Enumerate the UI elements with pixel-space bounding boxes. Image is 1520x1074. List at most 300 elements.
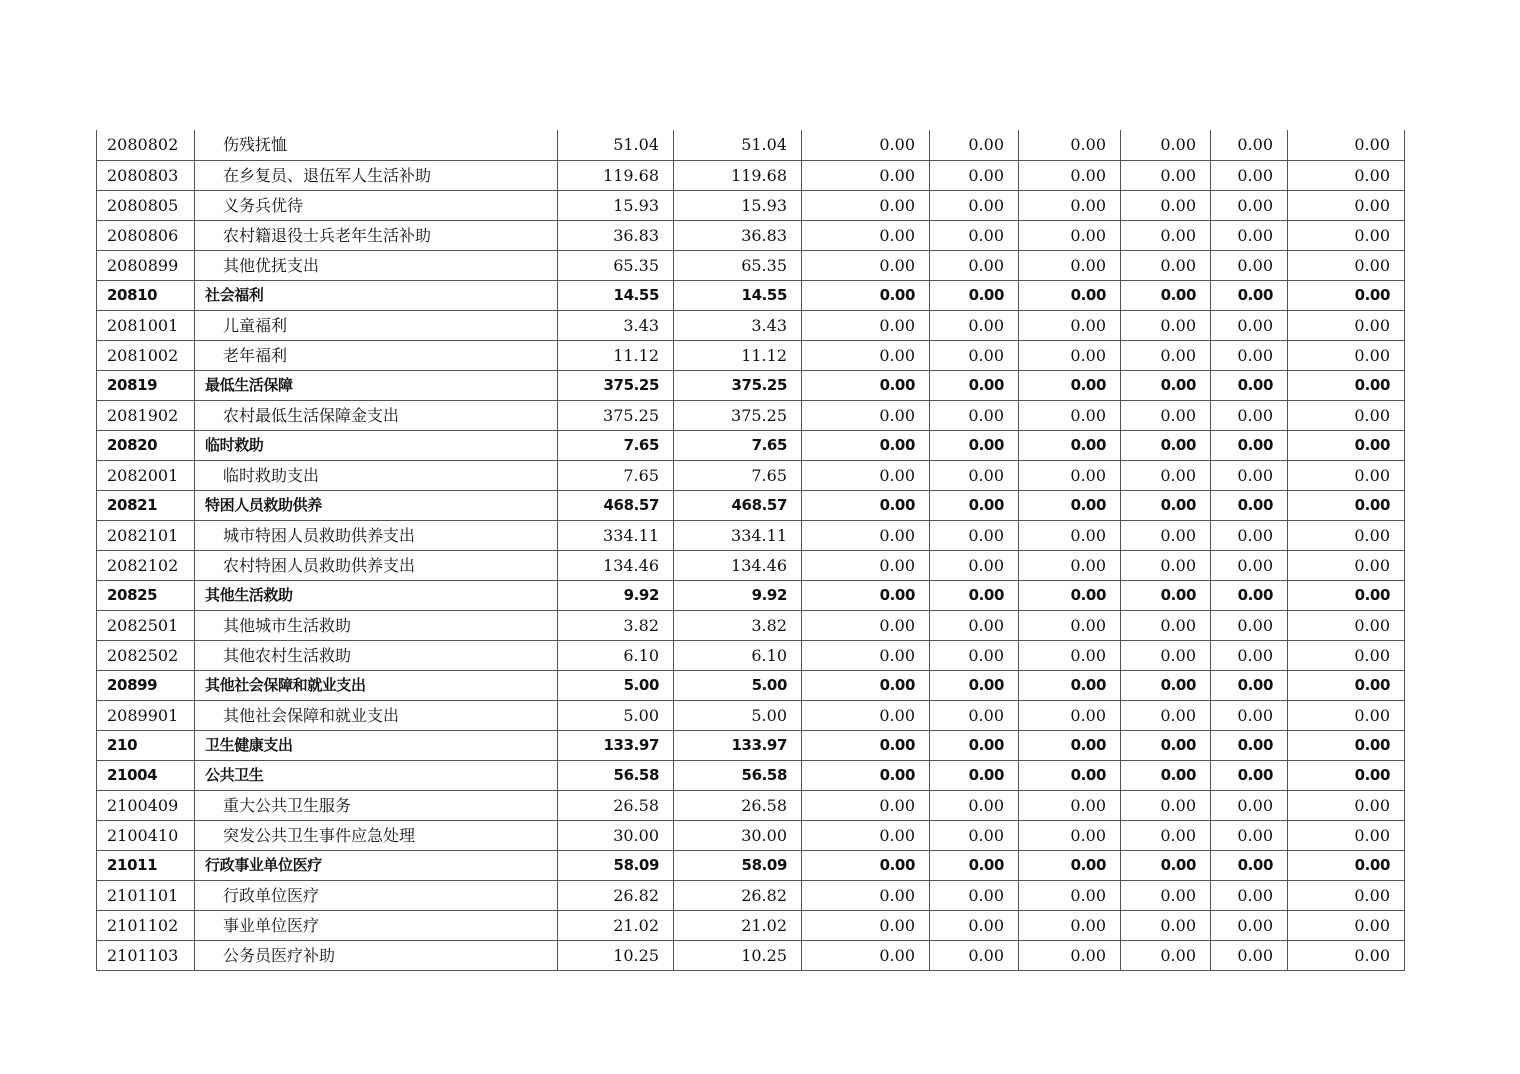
amount-cell: 0.00 — [802, 161, 930, 191]
subject-name-text: 卫生健康支出 — [205, 736, 293, 754]
amount-cell: 0.00 — [930, 191, 1019, 221]
amount-cell: 0.00 — [1211, 671, 1288, 701]
amount-cell: 0.00 — [1288, 491, 1405, 521]
amount-cell: 0.00 — [1019, 581, 1121, 611]
amount-cell: 0.00 — [802, 881, 930, 911]
amount-cell: 0.00 — [930, 611, 1019, 641]
amount-cell: 0.00 — [930, 671, 1019, 701]
amount-cell: 0.00 — [1211, 191, 1288, 221]
amount-cell: 0.00 — [802, 341, 930, 371]
amount-cell: 0.00 — [802, 551, 930, 581]
amount-cell: 0.00 — [930, 281, 1019, 311]
amount-cell: 0.00 — [1288, 311, 1405, 341]
amount-cell: 0.00 — [802, 701, 930, 731]
amount-cell: 0.00 — [802, 281, 930, 311]
amount-cell: 0.00 — [1019, 641, 1121, 671]
amount-cell: 134.46 — [674, 551, 802, 581]
amount-cell: 0.00 — [1288, 791, 1405, 821]
amount-cell: 21.02 — [558, 911, 674, 941]
subject-name-text: 儿童福利 — [223, 316, 288, 335]
table-row — [97, 881, 1405, 911]
table-row — [97, 611, 1405, 641]
amount-cell: 0.00 — [1288, 161, 1405, 191]
amount-cell: 26.58 — [558, 791, 674, 821]
amount-cell: 0.00 — [802, 311, 930, 341]
subject-name-cell — [195, 221, 558, 251]
amount-cell: 0.00 — [1211, 341, 1288, 371]
amount-cell: 0.00 — [1019, 611, 1121, 641]
amount-cell: 0.00 — [1288, 221, 1405, 251]
amount-cell: 0.00 — [1211, 431, 1288, 461]
amount-cell: 0.00 — [930, 881, 1019, 911]
amount-cell: 0.00 — [1019, 371, 1121, 401]
subject-code-cell: 2080806 — [97, 221, 195, 251]
amount-cell: 0.00 — [1288, 881, 1405, 911]
table-row — [97, 671, 1405, 701]
amount-cell: 0.00 — [802, 611, 930, 641]
amount-cell: 0.00 — [1288, 431, 1405, 461]
amount-cell: 0.00 — [1288, 461, 1405, 491]
amount-cell: 134.46 — [558, 551, 674, 581]
table-row — [97, 821, 1405, 851]
amount-cell: 0.00 — [1019, 431, 1121, 461]
amount-cell: 0.00 — [930, 761, 1019, 791]
amount-cell: 119.68 — [558, 161, 674, 191]
table-row — [97, 581, 1405, 611]
subject-name-cell — [195, 881, 558, 911]
subject-name-cell — [195, 851, 558, 881]
subject-code-cell: 2081902 — [97, 401, 195, 431]
amount-cell: 0.00 — [802, 671, 930, 701]
amount-cell: 0.00 — [1121, 731, 1211, 761]
amount-cell: 0.00 — [1288, 521, 1405, 551]
amount-cell: 0.00 — [1211, 371, 1288, 401]
amount-cell: 0.00 — [802, 521, 930, 551]
amount-cell: 0.00 — [802, 130, 930, 161]
amount-cell: 0.00 — [930, 581, 1019, 611]
amount-cell: 0.00 — [930, 641, 1019, 671]
table-row — [97, 431, 1405, 461]
amount-cell: 0.00 — [1121, 311, 1211, 341]
subject-name-cell — [195, 521, 558, 551]
amount-cell: 0.00 — [1121, 701, 1211, 731]
amount-cell: 0.00 — [1288, 701, 1405, 731]
amount-cell: 0.00 — [802, 941, 930, 971]
amount-cell: 0.00 — [930, 161, 1019, 191]
amount-cell: 0.00 — [1019, 851, 1121, 881]
subject-name-cell — [195, 311, 558, 341]
amount-cell: 0.00 — [802, 731, 930, 761]
subject-name-cell — [195, 341, 558, 371]
subject-code-cell: 2100409 — [97, 791, 195, 821]
amount-cell: 0.00 — [1019, 401, 1121, 431]
subject-name-text: 其他社会保障和就业支出 — [223, 706, 400, 725]
amount-cell: 0.00 — [1211, 611, 1288, 641]
amount-cell: 3.82 — [558, 611, 674, 641]
amount-cell: 30.00 — [558, 821, 674, 851]
amount-cell: 7.65 — [674, 461, 802, 491]
table-row — [97, 341, 1405, 371]
subject-code-cell: 2089901 — [97, 701, 195, 731]
amount-cell: 9.92 — [558, 581, 674, 611]
amount-cell: 0.00 — [1211, 491, 1288, 521]
amount-cell: 0.00 — [1019, 251, 1121, 281]
amount-cell: 51.04 — [674, 130, 802, 161]
amount-cell: 0.00 — [1211, 881, 1288, 911]
amount-cell: 0.00 — [1121, 851, 1211, 881]
amount-cell: 10.25 — [558, 941, 674, 971]
subject-code-cell: 2101102 — [97, 911, 195, 941]
amount-cell: 6.10 — [558, 641, 674, 671]
subject-name-cell — [195, 911, 558, 941]
subject-name-text: 其他城市生活救助 — [223, 616, 352, 635]
subject-name-cell — [195, 161, 558, 191]
amount-cell: 0.00 — [1211, 791, 1288, 821]
subject-name-text: 公共卫生 — [205, 766, 264, 784]
amount-cell: 0.00 — [930, 551, 1019, 581]
amount-cell: 0.00 — [802, 191, 930, 221]
amount-cell: 0.00 — [1288, 851, 1405, 881]
amount-cell: 7.65 — [558, 431, 674, 461]
subject-name-text: 在乡复员、退伍军人生活补助 — [223, 166, 432, 185]
amount-cell: 0.00 — [930, 311, 1019, 341]
amount-cell: 0.00 — [1211, 521, 1288, 551]
table-row — [97, 161, 1405, 191]
amount-cell: 0.00 — [1288, 551, 1405, 581]
table-row — [97, 761, 1405, 791]
table-row — [97, 251, 1405, 281]
amount-cell: 0.00 — [1288, 671, 1405, 701]
subject-name-text: 特困人员救助供养 — [205, 496, 322, 514]
subject-name-cell — [195, 641, 558, 671]
amount-cell: 0.00 — [1121, 581, 1211, 611]
subject-code-cell: 2080805 — [97, 191, 195, 221]
subject-code-cell: 2081001 — [97, 311, 195, 341]
amount-cell: 0.00 — [930, 431, 1019, 461]
table-row — [97, 191, 1405, 221]
subject-name-cell — [195, 491, 558, 521]
amount-cell: 375.25 — [674, 371, 802, 401]
subject-code-cell: 21004 — [97, 761, 195, 791]
amount-cell: 30.00 — [674, 821, 802, 851]
amount-cell: 0.00 — [1019, 161, 1121, 191]
subject-code-cell: 2081002 — [97, 341, 195, 371]
table-row — [97, 851, 1405, 881]
amount-cell: 58.09 — [558, 851, 674, 881]
amount-cell: 0.00 — [930, 911, 1019, 941]
table-row — [97, 911, 1405, 941]
subject-code-cell: 2101103 — [97, 941, 195, 971]
amount-cell: 0.00 — [1211, 941, 1288, 971]
amount-cell: 0.00 — [1211, 461, 1288, 491]
table-row — [97, 941, 1405, 971]
table-row — [97, 221, 1405, 251]
subject-code-cell: 20819 — [97, 371, 195, 401]
amount-cell: 0.00 — [930, 731, 1019, 761]
subject-name-cell — [195, 941, 558, 971]
amount-cell: 0.00 — [802, 251, 930, 281]
amount-cell: 65.35 — [558, 251, 674, 281]
amount-cell: 0.00 — [802, 491, 930, 521]
table-row — [97, 130, 1405, 161]
amount-cell: 0.00 — [802, 761, 930, 791]
amount-cell: 133.97 — [558, 731, 674, 761]
table-row — [97, 551, 1405, 581]
subject-name-cell — [195, 191, 558, 221]
amount-cell: 0.00 — [802, 821, 930, 851]
subject-name-text: 农村最低生活保障金支出 — [223, 406, 400, 425]
amount-cell: 0.00 — [1019, 911, 1121, 941]
amount-cell: 0.00 — [1121, 401, 1211, 431]
amount-cell: 0.00 — [1211, 641, 1288, 671]
amount-cell: 119.68 — [674, 161, 802, 191]
amount-cell: 0.00 — [1121, 491, 1211, 521]
amount-cell: 6.10 — [674, 641, 802, 671]
amount-cell: 0.00 — [1019, 791, 1121, 821]
subject-name-text: 农村特困人员救助供养支出 — [223, 556, 416, 575]
subject-code-cell: 2082101 — [97, 521, 195, 551]
subject-name-text: 伤残抚恤 — [223, 135, 288, 154]
subject-name-cell — [195, 401, 558, 431]
amount-cell: 0.00 — [1019, 130, 1121, 161]
table-row — [97, 731, 1405, 761]
subject-name-cell — [195, 611, 558, 641]
amount-cell: 0.00 — [930, 791, 1019, 821]
table-row — [97, 641, 1405, 671]
amount-cell: 0.00 — [802, 431, 930, 461]
amount-cell: 3.43 — [674, 311, 802, 341]
amount-cell: 0.00 — [930, 401, 1019, 431]
subject-name-cell — [195, 551, 558, 581]
amount-cell: 0.00 — [1211, 401, 1288, 431]
amount-cell: 0.00 — [1288, 371, 1405, 401]
subject-name-cell — [195, 821, 558, 851]
amount-cell: 0.00 — [1019, 701, 1121, 731]
amount-cell: 26.82 — [674, 881, 802, 911]
amount-cell: 334.11 — [558, 521, 674, 551]
amount-cell: 0.00 — [1288, 731, 1405, 761]
amount-cell: 0.00 — [1211, 731, 1288, 761]
table-row — [97, 461, 1405, 491]
amount-cell: 133.97 — [674, 731, 802, 761]
subject-name-text: 突发公共卫生事件应急处理 — [223, 826, 416, 845]
amount-cell: 0.00 — [1121, 611, 1211, 641]
amount-cell: 0.00 — [1019, 221, 1121, 251]
subject-code-cell: 2082501 — [97, 611, 195, 641]
subject-name-text: 义务兵优待 — [223, 196, 304, 215]
amount-cell: 375.25 — [674, 401, 802, 431]
amount-cell: 0.00 — [1121, 341, 1211, 371]
amount-cell: 5.00 — [558, 701, 674, 731]
amount-cell: 0.00 — [1121, 281, 1211, 311]
amount-cell: 0.00 — [930, 371, 1019, 401]
amount-cell: 0.00 — [1288, 581, 1405, 611]
subject-name-cell — [195, 731, 558, 761]
subject-name-cell — [195, 431, 558, 461]
amount-cell: 36.83 — [558, 221, 674, 251]
amount-cell: 0.00 — [1019, 341, 1121, 371]
amount-cell: 0.00 — [1019, 551, 1121, 581]
amount-cell: 0.00 — [1288, 130, 1405, 161]
subject-name-text: 行政事业单位医疗 — [205, 856, 322, 874]
amount-cell: 0.00 — [1019, 671, 1121, 701]
amount-cell: 15.93 — [674, 191, 802, 221]
amount-cell: 0.00 — [930, 221, 1019, 251]
amount-cell: 7.65 — [674, 431, 802, 461]
amount-cell: 0.00 — [1288, 281, 1405, 311]
amount-cell: 0.00 — [1211, 130, 1288, 161]
table-row — [97, 371, 1405, 401]
amount-cell: 65.35 — [674, 251, 802, 281]
amount-cell: 0.00 — [1121, 191, 1211, 221]
subject-name-cell — [195, 671, 558, 701]
subject-code-cell: 2080802 — [97, 130, 195, 161]
amount-cell: 334.11 — [674, 521, 802, 551]
amount-cell: 0.00 — [1211, 911, 1288, 941]
amount-cell: 0.00 — [930, 521, 1019, 551]
amount-cell: 0.00 — [1121, 941, 1211, 971]
amount-cell: 0.00 — [802, 641, 930, 671]
amount-cell: 0.00 — [1288, 191, 1405, 221]
amount-cell: 0.00 — [1121, 791, 1211, 821]
amount-cell: 0.00 — [1121, 821, 1211, 851]
amount-cell: 11.12 — [674, 341, 802, 371]
amount-cell: 0.00 — [802, 851, 930, 881]
amount-cell: 0.00 — [1121, 431, 1211, 461]
subject-code-cell: 2080803 — [97, 161, 195, 191]
amount-cell: 15.93 — [558, 191, 674, 221]
subject-name-cell — [195, 251, 558, 281]
amount-cell: 0.00 — [1019, 761, 1121, 791]
amount-cell: 0.00 — [1211, 821, 1288, 851]
amount-cell: 0.00 — [802, 401, 930, 431]
subject-name-text: 其他社会保障和就业支出 — [205, 676, 366, 694]
amount-cell: 0.00 — [1121, 521, 1211, 551]
amount-cell: 0.00 — [802, 371, 930, 401]
amount-cell: 0.00 — [930, 701, 1019, 731]
amount-cell: 0.00 — [1288, 401, 1405, 431]
subject-code-cell: 21011 — [97, 851, 195, 881]
table-row — [97, 401, 1405, 431]
amount-cell: 14.55 — [674, 281, 802, 311]
amount-cell: 468.57 — [558, 491, 674, 521]
subject-name-cell — [195, 761, 558, 791]
amount-cell: 0.00 — [1121, 251, 1211, 281]
amount-cell: 0.00 — [1019, 191, 1121, 221]
amount-cell: 0.00 — [1211, 221, 1288, 251]
amount-cell: 0.00 — [1121, 551, 1211, 581]
amount-cell: 0.00 — [802, 221, 930, 251]
amount-cell: 0.00 — [930, 491, 1019, 521]
subject-name-cell — [195, 281, 558, 311]
amount-cell: 0.00 — [1121, 761, 1211, 791]
amount-cell: 0.00 — [1019, 821, 1121, 851]
table-row — [97, 521, 1405, 551]
subject-code-cell: 2082502 — [97, 641, 195, 671]
table-row — [97, 281, 1405, 311]
table-row — [97, 791, 1405, 821]
amount-cell: 0.00 — [1288, 341, 1405, 371]
amount-cell: 0.00 — [1121, 371, 1211, 401]
subject-name-text: 老年福利 — [223, 346, 288, 365]
amount-cell: 0.00 — [1211, 701, 1288, 731]
table-body — [97, 130, 1405, 971]
amount-cell: 375.25 — [558, 371, 674, 401]
subject-name-cell — [195, 701, 558, 731]
subject-code-cell: 20820 — [97, 431, 195, 461]
amount-cell: 0.00 — [1211, 761, 1288, 791]
amount-cell: 56.58 — [558, 761, 674, 791]
amount-cell: 0.00 — [930, 821, 1019, 851]
subject-name-text: 其他农村生活救助 — [223, 646, 352, 665]
subject-code-cell: 2082001 — [97, 461, 195, 491]
amount-cell: 0.00 — [930, 851, 1019, 881]
subject-name-cell — [195, 371, 558, 401]
amount-cell: 0.00 — [930, 130, 1019, 161]
amount-cell: 0.00 — [1211, 551, 1288, 581]
amount-cell: 0.00 — [1121, 641, 1211, 671]
amount-cell: 0.00 — [1288, 821, 1405, 851]
amount-cell: 0.00 — [1288, 251, 1405, 281]
amount-cell: 26.82 — [558, 881, 674, 911]
amount-cell: 58.09 — [674, 851, 802, 881]
amount-cell: 10.25 — [674, 941, 802, 971]
amount-cell: 0.00 — [930, 941, 1019, 971]
subject-code-cell: 20899 — [97, 671, 195, 701]
amount-cell: 0.00 — [930, 251, 1019, 281]
amount-cell: 5.00 — [674, 671, 802, 701]
budget-expenditure-table — [96, 130, 1405, 971]
subject-name-text: 临时救助支出 — [223, 466, 320, 485]
amount-cell: 0.00 — [1121, 671, 1211, 701]
amount-cell: 56.58 — [674, 761, 802, 791]
subject-name-text: 公务员医疗补助 — [223, 946, 336, 965]
amount-cell: 375.25 — [558, 401, 674, 431]
subject-name-cell — [195, 130, 558, 161]
subject-code-cell: 2100410 — [97, 821, 195, 851]
amount-cell: 0.00 — [1211, 851, 1288, 881]
subject-name-cell — [195, 581, 558, 611]
amount-cell: 21.02 — [674, 911, 802, 941]
amount-cell: 0.00 — [930, 461, 1019, 491]
amount-cell: 3.82 — [674, 611, 802, 641]
amount-cell: 0.00 — [1288, 761, 1405, 791]
subject-name-text: 社会福利 — [205, 286, 264, 304]
subject-name-text: 其他优抚支出 — [223, 256, 320, 275]
amount-cell: 468.57 — [674, 491, 802, 521]
amount-cell: 0.00 — [930, 341, 1019, 371]
subject-name-text: 城市特困人员救助供养支出 — [223, 526, 416, 545]
amount-cell: 14.55 — [558, 281, 674, 311]
amount-cell: 0.00 — [802, 581, 930, 611]
subject-name-text: 农村籍退役士兵老年生活补助 — [223, 226, 432, 245]
subject-code-cell: 2082102 — [97, 551, 195, 581]
amount-cell: 0.00 — [802, 911, 930, 941]
table-row — [97, 701, 1405, 731]
amount-cell: 0.00 — [1121, 461, 1211, 491]
amount-cell: 0.00 — [1288, 611, 1405, 641]
amount-cell: 0.00 — [1019, 491, 1121, 521]
subject-name-text: 行政单位医疗 — [223, 886, 320, 905]
amount-cell: 0.00 — [1121, 911, 1211, 941]
amount-cell: 0.00 — [1288, 941, 1405, 971]
subject-code-cell: 20825 — [97, 581, 195, 611]
subject-name-text: 其他生活救助 — [205, 586, 293, 604]
amount-cell: 0.00 — [1121, 161, 1211, 191]
subject-name-cell — [195, 461, 558, 491]
amount-cell: 11.12 — [558, 341, 674, 371]
amount-cell: 0.00 — [1211, 311, 1288, 341]
